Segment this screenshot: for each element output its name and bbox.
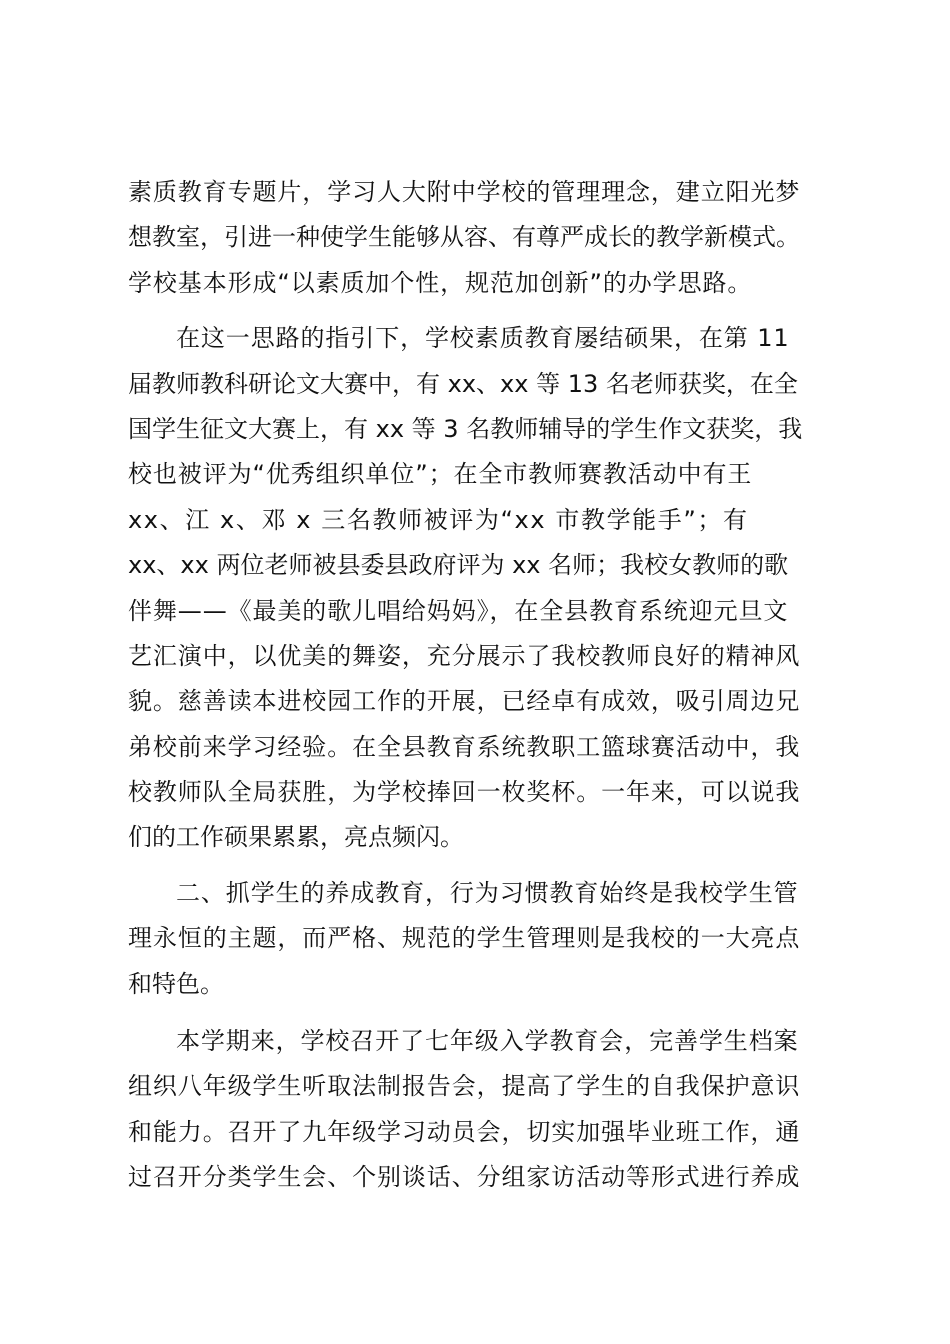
text-line: xx、xx 两位老师被县委县政府评为 xx 名师；我校女教师的歌 <box>128 551 789 580</box>
text-line: 届教师教科研论文大赛中，有 xx、xx 等 13 名老师获奖，在全 <box>128 369 798 398</box>
text-line: 学校基本形成“以素质加个性，规范加创新”的办学思路。 <box>128 268 753 297</box>
text-line: 们的工作硕果累累，亮点频闪。 <box>128 823 464 852</box>
text-line: 理永恒的主题，而严格、规范的学生管理则是我校的一大亮点 <box>128 924 801 953</box>
text-line: 和特色。 <box>128 969 224 998</box>
text-line: 校教师队全局获胜，为学校捧回一枚奖杯。一年来，可以说我 <box>128 778 801 807</box>
text-line: 本学期来，学校召开了七年级入学教育会，完善学生档案 <box>176 1027 799 1056</box>
paragraph-4 <box>128 1019 838 1201</box>
text-line: 校也被评为“优秀组织单位”；在全市教师赛教活动中有王 <box>128 460 753 489</box>
document-body <box>128 170 838 1201</box>
text-line: 国学生征文大赛上，有 xx 等 3 名教师辅导的学生作文获奖，我 <box>128 414 803 443</box>
text-line: 艺汇演中，以优美的舞姿，充分展示了我校教师良好的精神风 <box>128 641 801 670</box>
text-line: 素质教育专题片，学习人大附中学校的管理理念，建立阳光梦 <box>128 178 801 206</box>
paragraph-3 <box>128 871 838 1007</box>
text-line: 貌。慈善读本进校园工作的开展，已经卓有成效，吸引周边兄 <box>128 687 801 716</box>
text-line: 在这一思路的指引下，学校素质教育屡结硕果，在第 11 <box>176 324 790 353</box>
text-line: 和能力。召开了九年级学习动员会，切实加强毕业班工作，通 <box>128 1117 801 1146</box>
paragraph-1 <box>128 170 838 306</box>
text-line: 伴舞——《最美的歌儿唱给妈妈》，在全县教育系统迎元旦文 <box>128 596 789 625</box>
paragraph-2 <box>128 316 838 861</box>
text-line: xx、江 x、邓 x 三名教师被评为“xx 市教学能手”；有 <box>128 505 749 534</box>
text-line: 过召开分类学生会、个别谈话、分组家访活动等形式进行养成 <box>128 1163 801 1192</box>
text-line: 弟校前来学习经验。在全县教育系统教职工篮球赛活动中，我 <box>128 732 801 761</box>
text-line: 二、抓学生的养成教育，行为习惯教育始终是我校学生管 <box>176 878 799 907</box>
text-line: 组织八年级学生听取法制报告会，提高了学生的自我保护意识 <box>128 1072 801 1101</box>
text-line: 想教室，引进一种使学生能够从容、有尊严成长的教学新模式。 <box>128 223 800 252</box>
